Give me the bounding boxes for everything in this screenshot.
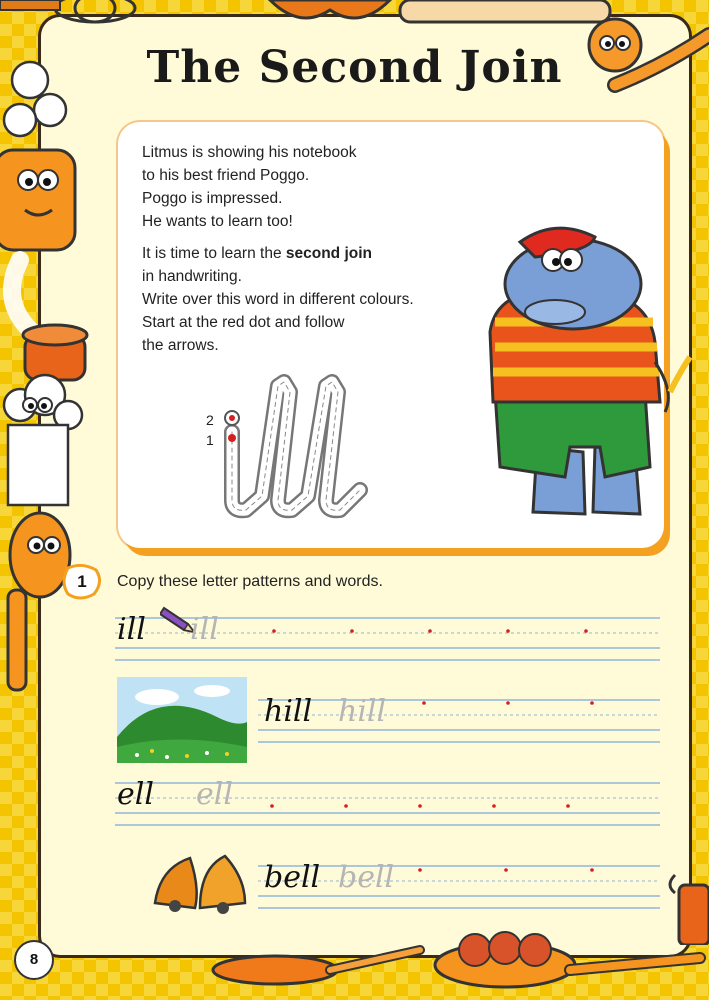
model-word-ell: ell	[117, 777, 154, 812]
hill-landscape-picture	[117, 677, 247, 763]
page-title: The Second Join	[146, 42, 563, 93]
whisk-icon	[0, 0, 135, 22]
trace-word-ill[interactable]	[218, 372, 378, 527]
intro-paragraph-1	[142, 141, 432, 233]
trace-word-ill[interactable]: ill	[190, 612, 219, 647]
intro-line: to his best friend Poggo.	[142, 167, 310, 184]
intro-text: It is time to learn the	[142, 245, 286, 262]
intro-line	[142, 242, 482, 265]
model-word-hill: hill	[264, 694, 313, 729]
model-word-bell: bell	[264, 860, 321, 895]
intro-line: Litmus is showing his notebook	[142, 144, 357, 161]
intro-line: Start at the red dot and follow	[142, 314, 345, 331]
start-number-1: 1	[206, 432, 214, 448]
exercise-instruction: Copy these letter patterns and words.	[117, 573, 383, 590]
key-term: second join	[285, 245, 372, 262]
start-dot-1	[228, 434, 236, 442]
pan-icon	[213, 950, 420, 984]
start-number-2: 2	[206, 412, 214, 428]
bottom-decorations	[0, 930, 709, 1000]
chef-hat-character-icon	[4, 375, 82, 505]
trace-word-hill[interactable]: hill	[338, 694, 387, 729]
exercise-number: 1	[77, 572, 87, 591]
small-pot-icon	[23, 325, 87, 380]
page-number: 8	[14, 940, 54, 980]
trace-word-bell[interactable]: bell	[338, 860, 395, 895]
start-numbers	[206, 410, 214, 450]
intro-line: Poggo is impressed.	[142, 190, 283, 207]
start-dot-2	[229, 415, 235, 421]
trace-word-ell[interactable]: ell	[196, 777, 233, 812]
cookie-cutter-icon	[270, 0, 390, 18]
rolling-pin-icon	[400, 0, 610, 22]
meatballs-spoon-icon	[435, 932, 700, 987]
intro-line: in handwriting.	[142, 268, 242, 285]
hippo-poggo-illustration	[475, 222, 700, 522]
intro-line: the arrows.	[142, 337, 219, 354]
intro-line: Write over this word in different colours.	[142, 291, 414, 308]
bells-picture	[145, 848, 250, 918]
model-word-ill: ill	[117, 612, 146, 647]
intro-paragraph-2	[142, 242, 482, 357]
intro-line: He wants to learn too!	[142, 213, 293, 230]
